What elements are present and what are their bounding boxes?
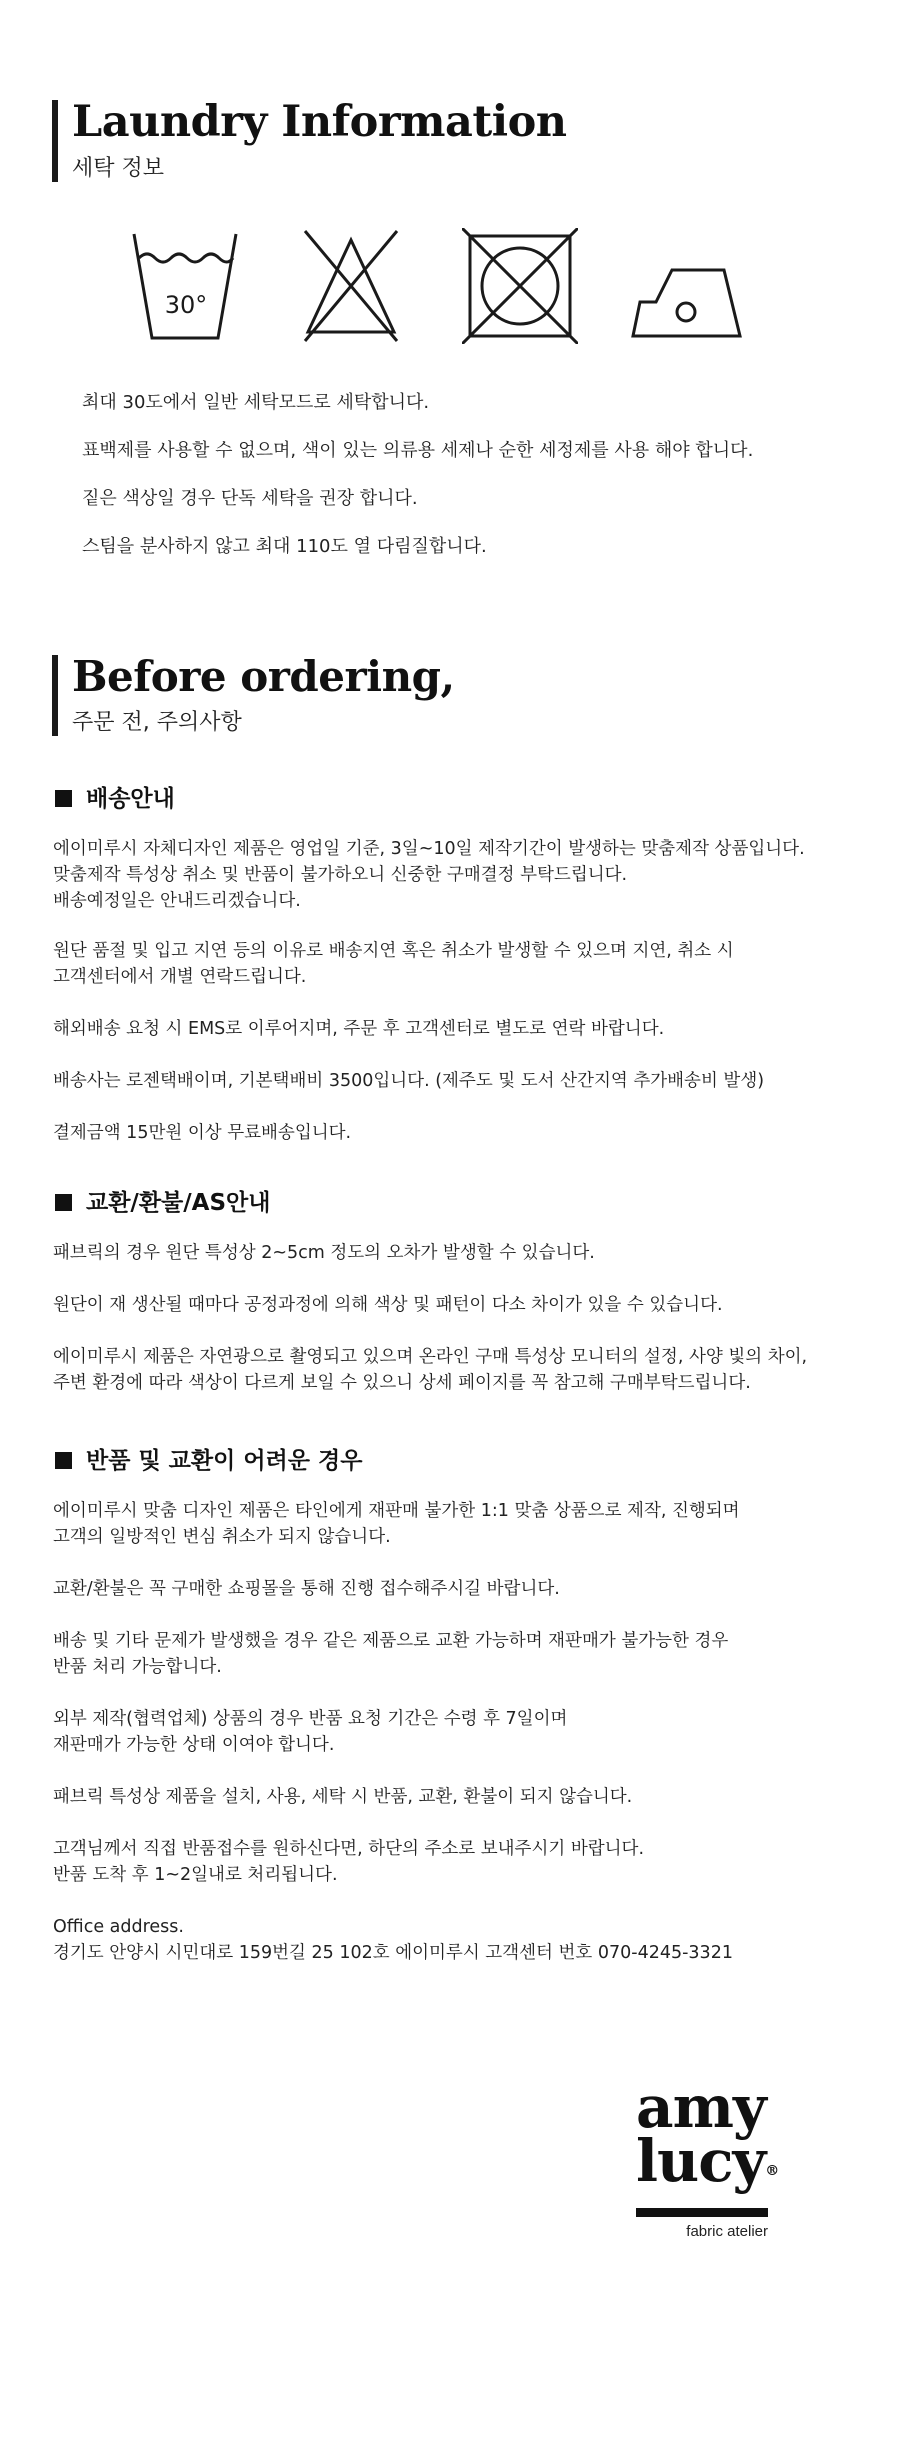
square-bullet-icon [55,1194,72,1211]
care-line: 최대 30도에서 일반 세탁모드로 세탁합니다. [82,392,430,413]
paragraph: 결제금액 15만원 이상 무료배송입니다. [53,1123,352,1143]
brand-logo [636,2073,779,2240]
paragraph: 패브릭 특성상 제품을 설치, 사용, 세탁 시 반품, 교환, 환불이 되지 않습니다. [53,1787,633,1807]
paragraph: 해외배송 요청 시 EMS로 이루어지며, 주문 후 고객센터로 별도로 연락 바랍니다. [53,1019,665,1039]
paragraph: 패브릭의 경우 원단 특성상 2~5cm 정도의 오차가 발생할 수 있습니다. [53,1243,595,1263]
paragraph: 에이미루시 맞춤 디자인 제품은 타인에게 재판매 불가한 1:1 맞춤 상품으로 제작, 진행되며 고객의 일방적인 변심 취소가 되지 않습니다. [53,1501,740,1547]
logo-bar [636,2208,768,2217]
paragraph: 외부 제작(협력업체) 상품의 경우 반품 요청 기간은 수령 후 7일이며 재판매가 가능한 상태 이여야 합니다. [53,1709,568,1755]
office-address: Office address. 경기도 안양시 시민대로 159번길 25 102호 에이미루시 고객센터 번호 070-4245-3321 [53,1917,733,1963]
laundry-section-header [52,97,567,182]
care-line: 스팀을 분사하지 않고 최대 110도 열 다림질합니다. [82,536,487,557]
logo-line-lucy: lucy® [636,2127,779,2195]
no-return-heading: 반품 및 교환이 어려운 경우 [55,1442,362,1475]
paragraph: 교환/환불은 꼭 구매한 쇼핑몰을 통해 진행 접수해주시길 바랍니다. [53,1579,560,1599]
no-tumble-dry-icon [462,228,578,344]
before-subtitle: 주문 전, 주의사항 [72,710,242,736]
iron-low-icon [628,228,744,344]
shipping-heading: 배송안내 [55,780,175,813]
care-line: 짙은 색상일 경우 단독 세탁을 권장 합니다. [82,488,418,509]
paragraph: 원단이 재 생산될 때마다 공정과정에 의해 색상 및 패턴이 다소 차이가 있을 수 있습니다. [53,1295,723,1315]
paragraph: 고객님께서 직접 반품접수를 원하신다면, 하단의 주소로 보내주시기 바랍니다. 반품 도착 후 1~2일내로 처리됩니다. [53,1839,645,1885]
laundry-title: Laundry Information [72,97,567,147]
paragraph: 원단 품절 및 입고 지연 등의 이유로 배송지연 혹은 취소가 발생할 수 있으며 지연, 취소 시 고객센터에서 개별 연락드립니다. [53,941,734,987]
wash-30-icon [128,228,244,344]
laundry-subtitle: 세탁 정보 [72,156,165,182]
square-bullet-icon [55,790,72,807]
paragraph: 에이미루시 제품은 자연광으로 촬영되고 있으며 온라인 구매 특성상 모니터의 설정, 사양 빛의 차이, 주변 환경에 따라 색상이 다르게 보일 수 있으니 상세 페이지를 꼭 참고해 구매부탁드립니다. [53,1347,808,1393]
paragraph: 에이미루시 자체디자인 제품은 영업일 기준, 3일~10일 제작기간이 발생하는 맞춤제작 상품입니다. 맞춤제작 특성상 취소 및 반품이 불가하오니 신중한 구매결정 부탁드립니다. 배송예정일은 안내드리겠습니다. [53,839,805,911]
registered-mark: ® [765,2163,779,2179]
paragraph: 배송사는 로젠택배이며, 기본택배비 3500입니다. (제주도 및 도서 산간지역 추가배송비 발생) [53,1071,765,1091]
paragraph: 배송 및 기타 문제가 발생했을 경우 같은 제품으로 교환 가능하며 재판매가 불가능한 경우 반품 처리 가능합니다. [53,1631,729,1677]
wash-temp-label: 30° [164,291,208,319]
exchange-heading: 교환/환불/AS안내 [55,1184,270,1217]
before-title: Before ordering, [72,652,455,701]
logo-tagline: fabric atelier [686,2223,768,2240]
no-bleach-icon [302,228,400,344]
before-section-header [52,652,455,736]
care-line: 표백제를 사용할 수 없으며, 색이 있는 의류용 세제나 순한 세정제를 사용 해야 합니다. [82,440,754,461]
square-bullet-icon [55,1452,72,1469]
logo-line-amy: amy [636,2073,766,2141]
